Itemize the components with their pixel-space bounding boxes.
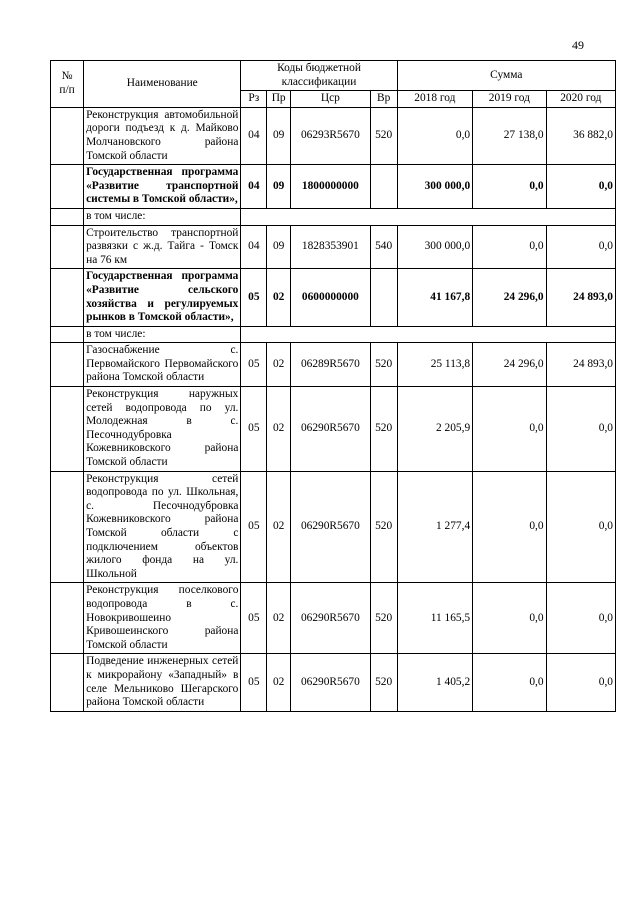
row-2020: 0,0 bbox=[546, 583, 615, 654]
row-vr bbox=[370, 165, 397, 209]
row-pr: 02 bbox=[267, 343, 291, 387]
table-row bbox=[51, 471, 616, 583]
row-2018: 11 165,5 bbox=[397, 583, 473, 654]
row-2018: 25 113,8 bbox=[397, 343, 473, 387]
row-pr: 02 bbox=[267, 654, 291, 711]
table-row-subheading bbox=[51, 326, 616, 343]
row-name: Государственная программа «Развитие сельского хозяйства и регулируемых рынков в Томской области», bbox=[84, 269, 241, 326]
row-num bbox=[51, 387, 84, 472]
row-2018: 300 000,0 bbox=[397, 165, 473, 209]
row-pr: 02 bbox=[267, 471, 291, 583]
row-csr: 06290R5670 bbox=[291, 654, 371, 711]
row-empty-span bbox=[241, 208, 616, 225]
table-row bbox=[51, 387, 616, 472]
row-2019: 0,0 bbox=[473, 583, 546, 654]
row-name: Газоснабжение с. Первомайского Первомайского района Томской области bbox=[84, 343, 241, 387]
row-name: Реконструкция сетей водопровода по ул. Школьная, с. Песочнодубровка Кожевниковского района Томской области с подключением объектов жилого фонда на ул. Школьной bbox=[84, 471, 241, 583]
row-2020: 0,0 bbox=[546, 165, 615, 209]
row-num bbox=[51, 165, 84, 209]
header-sum: Сумма bbox=[397, 61, 615, 91]
table-body bbox=[51, 107, 616, 711]
row-csr: 06290R5670 bbox=[291, 583, 371, 654]
row-name: в том числе: bbox=[84, 326, 241, 343]
row-name: Подведение инженерных сетей к микрорайону «Западный» в селе Мельниково Шегарского района Томской области bbox=[84, 654, 241, 711]
row-rz: 04 bbox=[241, 107, 267, 164]
header-name: Наименование bbox=[84, 61, 241, 108]
row-2019: 0,0 bbox=[473, 387, 546, 472]
row-num bbox=[51, 343, 84, 387]
header-2019: 2019 год bbox=[473, 91, 546, 108]
row-name: Реконструкция наружных сетей водопровода по ул. Молодежная в с. Песочнодубровка Кожевниковского района Томской области bbox=[84, 387, 241, 472]
row-rz: 05 bbox=[241, 387, 267, 472]
row-2019: 0,0 bbox=[473, 225, 546, 269]
header-2018: 2018 год bbox=[397, 91, 473, 108]
table-row-subheading bbox=[51, 208, 616, 225]
row-num bbox=[51, 269, 84, 326]
row-pr: 09 bbox=[267, 165, 291, 209]
row-rz: 05 bbox=[241, 343, 267, 387]
row-2020: 36 882,0 bbox=[546, 107, 615, 164]
row-empty-span bbox=[241, 326, 616, 343]
row-name: Реконструкция автомобильной дороги подъезд к д. Майково Молчановского района Томской области bbox=[84, 107, 241, 164]
row-rz: 05 bbox=[241, 269, 267, 326]
row-2019: 24 296,0 bbox=[473, 343, 546, 387]
row-csr: 1828353901 bbox=[291, 225, 371, 269]
row-vr: 520 bbox=[370, 343, 397, 387]
row-num bbox=[51, 471, 84, 583]
row-num bbox=[51, 654, 84, 711]
row-name: Реконструкция поселкового водопровода в с. Новокривошеино Кривошеинского района Томской области bbox=[84, 583, 241, 654]
row-num bbox=[51, 583, 84, 654]
row-csr: 06293R5670 bbox=[291, 107, 371, 164]
header-csr: Цср bbox=[291, 91, 371, 108]
table-row bbox=[51, 343, 616, 387]
page-number: 49 bbox=[572, 38, 584, 52]
row-rz: 05 bbox=[241, 583, 267, 654]
row-csr: 06290R5670 bbox=[291, 387, 371, 472]
row-csr: 06290R5670 bbox=[291, 471, 371, 583]
row-vr bbox=[370, 269, 397, 326]
row-2018: 1 405,2 bbox=[397, 654, 473, 711]
row-2020: 24 893,0 bbox=[546, 343, 615, 387]
row-2018: 41 167,8 bbox=[397, 269, 473, 326]
row-name: Строительство транспортной развязки с ж.д. Тайга - Томск на 76 км bbox=[84, 225, 241, 269]
row-2020: 0,0 bbox=[546, 387, 615, 472]
row-csr: 0600000000 bbox=[291, 269, 371, 326]
header-codes: Коды бюджетной классификации bbox=[241, 61, 397, 91]
row-num bbox=[51, 225, 84, 269]
row-name: в том числе: bbox=[84, 208, 241, 225]
row-rz: 04 bbox=[241, 165, 267, 209]
budget-table bbox=[50, 60, 616, 712]
header-num: № п/п bbox=[51, 61, 84, 108]
row-num bbox=[51, 107, 84, 164]
row-2019: 27 138,0 bbox=[473, 107, 546, 164]
table-row bbox=[51, 225, 616, 269]
row-vr: 520 bbox=[370, 107, 397, 164]
row-2018: 2 205,9 bbox=[397, 387, 473, 472]
table-row bbox=[51, 269, 616, 326]
row-vr: 540 bbox=[370, 225, 397, 269]
table-row bbox=[51, 165, 616, 209]
row-2020: 0,0 bbox=[546, 471, 615, 583]
row-pr: 09 bbox=[267, 225, 291, 269]
table-row bbox=[51, 583, 616, 654]
row-2019: 24 296,0 bbox=[473, 269, 546, 326]
table-header bbox=[51, 61, 616, 108]
row-2020: 0,0 bbox=[546, 225, 615, 269]
row-pr: 09 bbox=[267, 107, 291, 164]
header-2020: 2020 год bbox=[546, 91, 615, 108]
header-pr: Пр bbox=[267, 91, 291, 108]
row-vr: 520 bbox=[370, 583, 397, 654]
row-2019: 0,0 bbox=[473, 471, 546, 583]
header-vr: Вр bbox=[370, 91, 397, 108]
row-2020: 0,0 bbox=[546, 654, 615, 711]
table-row bbox=[51, 107, 616, 164]
row-num bbox=[51, 326, 84, 343]
row-2018: 300 000,0 bbox=[397, 225, 473, 269]
row-vr: 520 bbox=[370, 471, 397, 583]
header-rz: Рз bbox=[241, 91, 267, 108]
row-rz: 04 bbox=[241, 225, 267, 269]
table-row bbox=[51, 654, 616, 711]
row-csr: 1800000000 bbox=[291, 165, 371, 209]
row-pr: 02 bbox=[267, 269, 291, 326]
row-2019: 0,0 bbox=[473, 165, 546, 209]
row-vr: 520 bbox=[370, 654, 397, 711]
row-pr: 02 bbox=[267, 387, 291, 472]
row-rz: 05 bbox=[241, 471, 267, 583]
row-2018: 0,0 bbox=[397, 107, 473, 164]
row-vr: 520 bbox=[370, 387, 397, 472]
row-2020: 24 893,0 bbox=[546, 269, 615, 326]
row-name: Государственная программа «Развитие транспортной системы в Томской области», bbox=[84, 165, 241, 209]
row-csr: 06289R5670 bbox=[291, 343, 371, 387]
row-2018: 1 277,4 bbox=[397, 471, 473, 583]
row-num bbox=[51, 208, 84, 225]
row-rz: 05 bbox=[241, 654, 267, 711]
row-pr: 02 bbox=[267, 583, 291, 654]
row-2019: 0,0 bbox=[473, 654, 546, 711]
